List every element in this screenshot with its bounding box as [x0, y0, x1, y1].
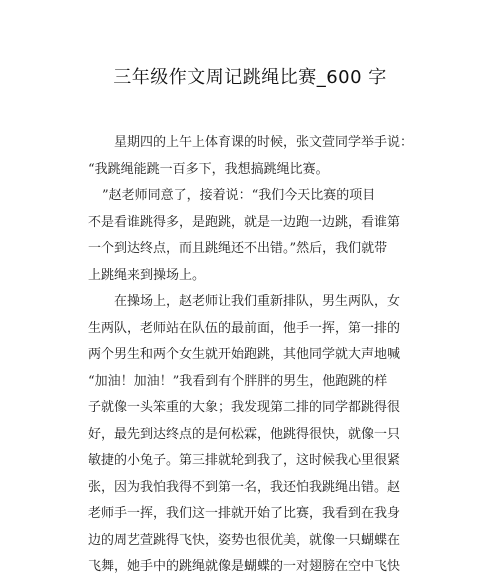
paragraph-line: 子就像一头笨重的大象；我发现第二排的同学都跳得很 [88, 400, 401, 415]
paragraph-line: 生两队，老师站在队伍的最前面，他手一挥，第一排的 [88, 320, 401, 336]
paragraph-line: 两个男生和两个女生就开始跑跳，其他同学就大声地喊 [88, 347, 401, 362]
paragraph-line: 好，最先到达终点的是何松霖，他跳得很快，就像一只 [88, 426, 401, 442]
paragraph-line: 上跳绳来到操场上。 [88, 267, 206, 283]
paragraph-line: 边的周艺萱跳得飞快，姿势也很优美，就像一只蝴蝶在 [88, 532, 401, 548]
paragraph-line: 敏捷的小兔子。第三排就轮到我了，这时候我心里很紧 [88, 453, 401, 468]
document-title: 三年级作文周记跳绳比赛_600 字 [113, 67, 387, 88]
paragraph-line: 老师手一挥，我们这一排就开始了比赛，我看到在我身 [88, 506, 401, 521]
paragraph-line: 飞舞，她手中的跳绳就像是蝴蝶的一对翅膀在空中飞快 [88, 559, 401, 574]
paragraph-line: 在操场上，赵老师让我们重新排队，男生两队，女 [114, 294, 401, 309]
paragraph-line: 不是看谁跳得多，是跑跳，就是一边跑一边跳，看谁第 [88, 214, 401, 230]
paragraph-line: ”赵老师同意了，接着说：“我们今天比赛的项目 [102, 188, 376, 203]
paragraph-line: 一个到达终点，而且跳绳还不出错。”然后，我们就带 [88, 241, 388, 256]
paragraph-line: 星期四的上午上体育课的时候，张文萱同学举手说： [114, 135, 414, 150]
document-body [88, 130, 418, 581]
paragraph-line: “我跳绳能跳一百多下，我想搞跳绳比赛。 [88, 161, 329, 177]
paragraph-line: “加油！加油！”我看到有个胖胖的男生，他跑跳的样 [88, 373, 388, 389]
paragraph-line: 张，因为我怕我得不到第一名，我还怕我跳绳出错。赵 [88, 479, 401, 495]
